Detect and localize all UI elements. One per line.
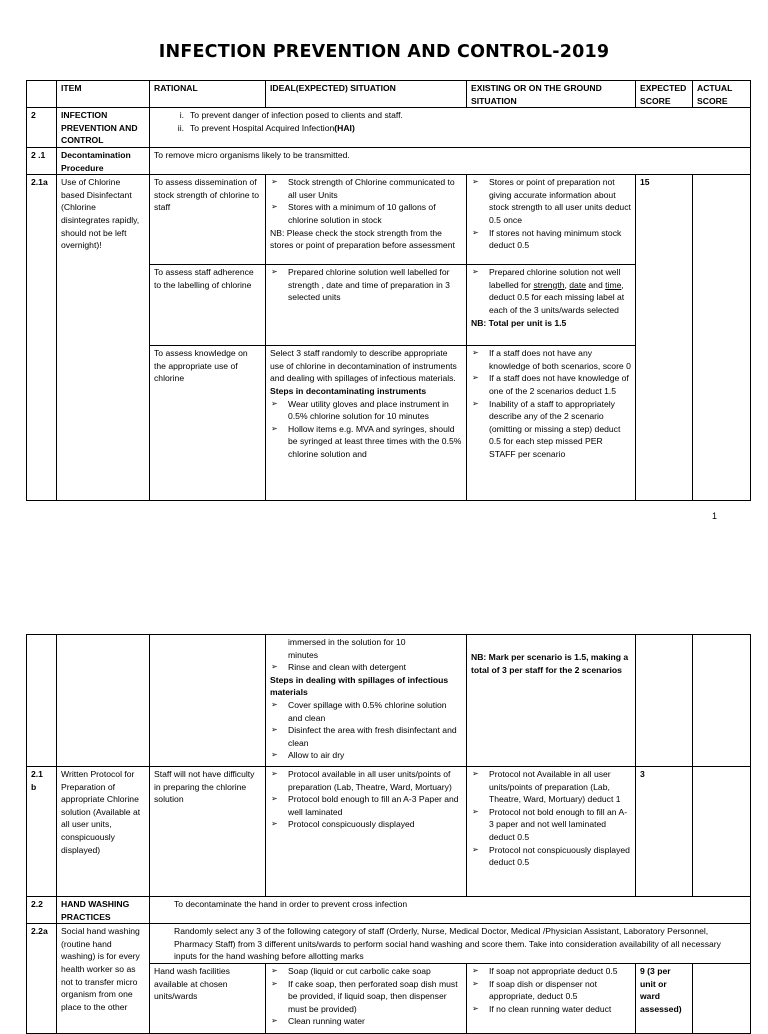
list-item: ➢ Protocol bold enough to fill an A-3 Paper and well laminated [270,793,462,818]
section-2-2-row [27,897,751,924]
ideal-cell [266,767,467,897]
text-fragment: , [564,279,570,290]
header-item: ITEM [57,81,150,108]
rational-cell: To assess dissemination of stock strength of chlorine to staff [150,175,266,265]
list-item: ➢ Stock strength of Chlorine communicated to all user Units [270,176,462,201]
header-expected-score: EXPECTED SCORE [636,81,693,108]
list-item: ➢ If a staff does not have any knowledge of both scenarios, score 0 [471,347,631,372]
instructions-text: Randomly select any 3 of the following category of staff (Orderly, Nurse, Medical Doctor, Medical /Physician Assistant, Laboratory Personnel, Pharmacy Staff) from 3 different units/wards to perform social hand washing and score them. Take into consideration availability of all necessary inputs for the hand washing before allotting marks [150,924,751,964]
section-number: 2 [27,108,57,148]
continued-text: minutes [288,649,319,660]
header-actual-score: ACTUAL SCORE [693,81,751,108]
existing-cell [467,175,636,265]
ideal-list [270,699,462,762]
expected-score: 3 [636,767,693,897]
steps-heading: Steps in decontaminating instruments [270,385,427,396]
list-item: ➢ Prepared chlorine solution well labelled for strength , date and time of preparation in 3 selected units [270,266,462,304]
text-fragment: and [586,279,606,290]
text-fragment: , deduct 0.5 for each missing label at each of the 3 units/wards selected [489,279,625,315]
page-number: 1 [712,511,718,521]
objective-number: ii. [177,122,184,133]
note-text: NB: Total per unit is 1.5 [471,317,567,328]
existing-cell [467,963,636,1033]
ideal-list [270,176,462,226]
section-2-1-row [27,147,751,174]
list-item: ➢ If no clean running water deduct [471,1003,631,1016]
list-item: ➢ Cover spillage with 0.5% chlorine solution and clean [270,699,462,724]
header-ideal: IDEAL(EXPECTED) SITUATION [266,81,467,108]
expected-score: 15 [636,175,693,501]
row-2-2a-intro [27,924,751,964]
rational-cell: Hand wash facilities available at chosen units/wards [150,963,266,1033]
objective-abbrev: (HAI) [334,122,355,133]
ideal-list [270,266,462,304]
rational-cell: Staff will not have difficulty in preparing the chlorine solution [150,767,266,897]
ideal-list [270,661,462,674]
list-item: ➢ If cake soap, then perforated soap dish must be provided, if liquid soap, then dispenser must be provided) [270,978,462,1016]
list-item: ➢ Soap (liquid or cut carbolic cake soap [270,965,462,978]
list-item: ➢ Disinfect the area with fresh disinfectant and clean [270,724,462,749]
rational-cell: To assess knowledge on the appropriate use of chlorine [150,346,266,501]
ideal-list [270,768,462,831]
objective-item [154,109,746,122]
objective-item [154,122,746,135]
actual-score [693,963,751,1033]
list-item: ➢ Hollow items e.g. MVA and syringes, should be syringed at least three times with the 0.5% chlorine solution and [270,423,462,461]
list-item: ➢ Rinse and clean with detergent [270,661,462,674]
section-item: HAND WASHING PRACTICES [57,897,150,924]
ideal-list [270,965,462,1028]
note-text: NB: Mark per scenario is 1.5, making a total of 3 per staff for the 2 scenarios [471,652,629,675]
list-item: ➢ If soap not appropriate deduct 0.5 [471,965,631,978]
section-number: 2.1a [27,175,57,501]
ideal-cell [266,265,467,346]
existing-list [471,965,631,1015]
list-item: ➢ Protocol not conspicuously displayed deduct 0.5 [471,844,631,869]
objectives-list [154,109,746,134]
section-number [27,767,57,897]
item-cell: Use of Chlorine based Disinfectant (Chlorine disintegrates rapidly, should not be left overnight)! [57,175,150,501]
section-description: To remove micro organisms likely to be transmitted. [150,147,751,174]
ideal-cell [266,175,467,265]
section-number: 2.2a [27,924,57,1034]
intro-text: Select 3 staff randomly to describe appropriate use of chlorine in decontamination of instruments and dealing with spillages of infectious materials. [270,348,457,384]
existing-list [471,176,631,252]
underlined-term: time [605,279,622,290]
section-number-part: b [31,781,37,792]
row-continuation [27,635,751,767]
expected-score: 9 (3 per unit or ward assessed) [636,963,693,1033]
list-item [471,266,631,316]
empty-cell [27,635,57,767]
note-text: NB: Please check the stock strength from the stores or point of preparation before assessment [270,227,455,251]
section-description: To decontaminate the hand in order to prevent cross infection [150,897,751,924]
existing-cell [467,767,636,897]
list-item: ➢ Allow to air dry [270,749,462,762]
list-item: ➢ If stores not having minimum stock deduct 0.5 [471,227,631,252]
ideal-cell [266,346,467,501]
objective-text: To prevent Hospital Acquired Infection [190,122,335,133]
actual-score [693,635,751,767]
continued-text: immersed in the solution for 10 [288,637,406,647]
list-item: ➢ Stores with a minimum of 10 gallons of chlorine solution in stock [270,201,462,226]
existing-list [471,347,631,460]
underlined-term: date [569,279,587,290]
header-no [27,81,57,108]
assessment-table-page2 [26,634,751,1034]
ideal-cell [266,963,467,1033]
expected-score [636,635,693,767]
section-number: 2.2 [27,897,57,924]
rational-cell: To assess staff adherence to the labelling of chlorine [150,265,266,346]
underlined-term: strength [533,279,565,290]
objective-text: To prevent danger of infection posed to clients and staff. [190,110,403,121]
section-2-row [27,108,751,148]
existing-cell [467,346,636,501]
ideal-list [270,398,462,461]
section-objectives [150,108,751,148]
objective-number: i. [179,110,184,121]
empty-cell [57,635,150,767]
list-item: ➢ Protocol not bold enough to fill an A-3 paper and not well laminated deduct 0.5 [471,806,631,844]
actual-score [693,175,751,501]
list-item: ➢ Inability of a staff to appropriately describe any of the 2 scenario (omitting or missing a step) deduct 0.5 for each step missed PER STAFF per scenario [471,398,631,461]
text-fragment: Prepared chlorine solution not well labelled for [489,267,621,290]
assessment-table-page1 [26,80,751,501]
list-item: ➢ Wear utility gloves and place instrument in 0.5% chlorine solution for 10 minutes [270,398,462,423]
header-rational: RATIONAL [150,81,266,108]
list-item: ➢ If soap dish or dispenser not appropriate, deduct 0.5 [471,978,631,1003]
ideal-cell [266,635,467,767]
list-item: ➢ Clean running water [270,1015,462,1028]
list-item: ➢ If a staff does not have knowledge of one of the 2 scenarios deduct 1.5 [471,372,631,397]
section-number: 2 .1 [27,147,57,174]
section-number-part: 2.1 [31,769,43,779]
existing-list [471,266,631,316]
row-2-1b [27,767,751,897]
list-item: ➢ Protocol conspicuously displayed [270,818,462,831]
document-title: INFECTION PREVENTION AND CONTROL-2019 [158,42,610,62]
existing-cell [467,635,636,767]
section-item: Decontamination Procedure [57,147,150,174]
header-existing: EXISTING OR ON THE GROUND SITUATION [467,81,636,108]
existing-cell [467,265,636,346]
row-2-1a-dissemination [27,175,751,265]
item-cell: Social hand washing (routine hand washing) is for every health worker so as not to transfer micro organism from one place to the other [57,924,150,1034]
empty-cell [150,635,266,767]
steps-heading: Steps in dealing with spillages of infectious materials [270,674,449,698]
list-item: ➢ Stores or point of preparation not giving accurate information about stock strength to all user units deduct 0.5 once [471,176,631,226]
item-cell: Written Protocol for Preparation of appropriate Chlorine solution (Available at all user units, conspicuously displayed) [57,767,150,897]
actual-score [693,767,751,897]
section-item: INFECTION PREVENTION AND CONTROL [57,108,150,148]
list-item: ➢ Protocol available in all user units/points of preparation (Lab, Theatre, Ward, Mortuary) [270,768,462,793]
header-row [27,81,751,108]
existing-list [471,768,631,869]
list-item: ➢ Protocol not Available in all user units/points of preparation (Lab, Theatre, Ward, Mortuary) deduct 1 [471,768,631,806]
